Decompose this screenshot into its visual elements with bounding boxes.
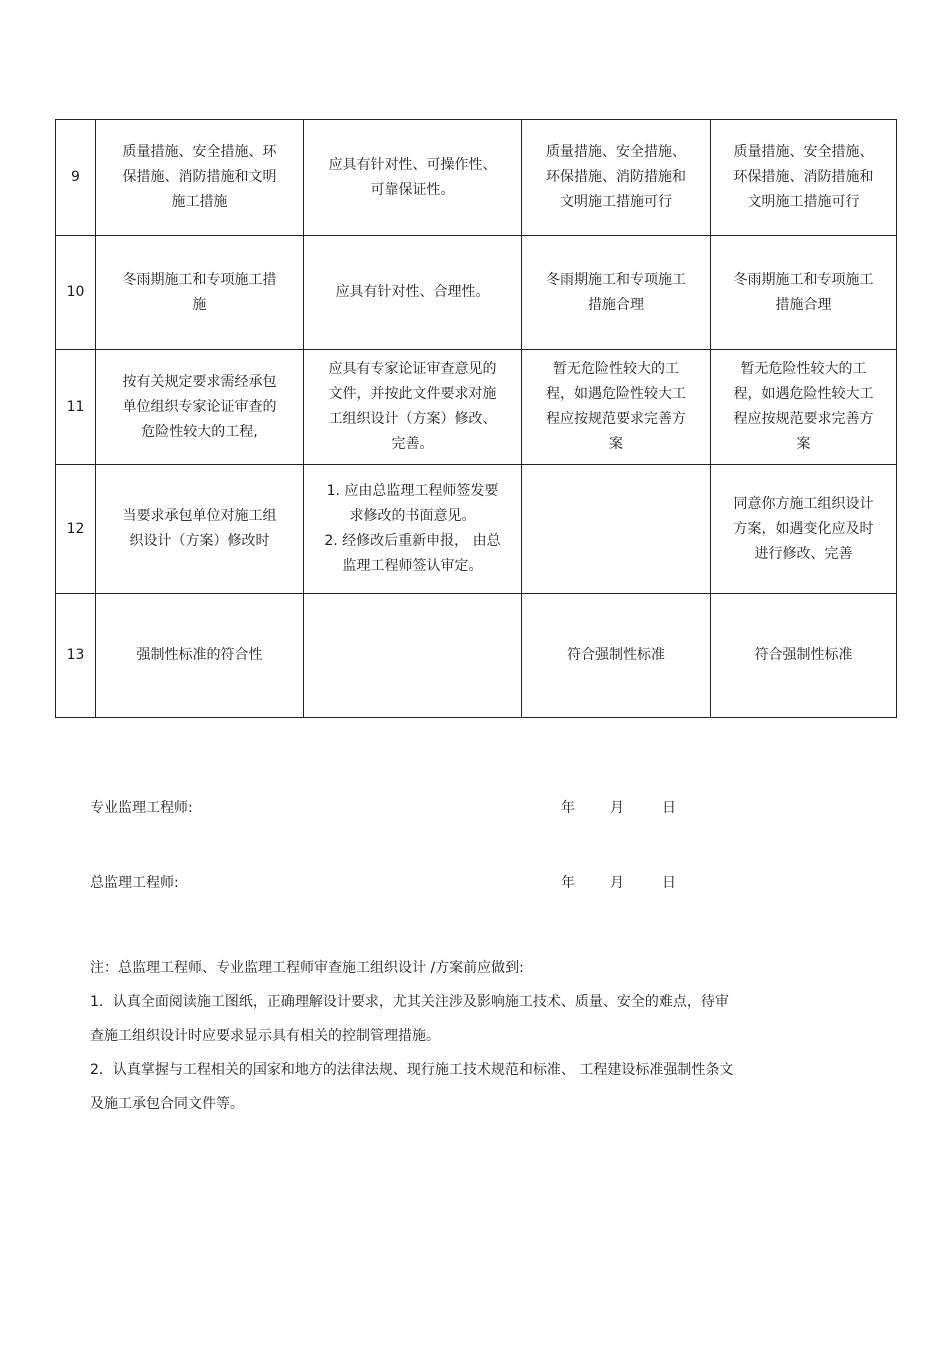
table-row bbox=[56, 594, 897, 718]
date-year: 年 bbox=[561, 800, 575, 816]
review-requirement bbox=[304, 594, 522, 718]
review-item: 当要求承包单位对施工组 织设计（方案）修改时 bbox=[96, 465, 304, 594]
notes-item-1: 1．认真全面阅读施工图纸，正确理解设计要求，尤其关注涉及影响施工技术、质量、安全的难点，待审 bbox=[90, 994, 729, 1010]
review-table bbox=[55, 119, 897, 718]
review-opinion: 冬雨期施工和专项施工 措施合理 bbox=[522, 236, 711, 350]
row-number: 13 bbox=[56, 594, 96, 718]
table-row bbox=[56, 465, 897, 594]
notes-item-2-cont: 及施工承包合同文件等。 bbox=[90, 1096, 244, 1112]
specialist-engineer-label: 专业监理工程师: bbox=[90, 800, 193, 816]
review-opinion: 冬雨期施工和专项施工 措施合理 bbox=[711, 236, 897, 350]
review-opinion: 同意你方施工组织设计 方案，如遇变化应及时 进行修改、完善 bbox=[711, 465, 897, 594]
row-number: 10 bbox=[56, 236, 96, 350]
date-month: 月 bbox=[610, 800, 624, 816]
row-number: 11 bbox=[56, 350, 96, 465]
notes-item-1-cont: 查施工组织设计时应要求显示具有相关的控制管理措施。 bbox=[90, 1028, 440, 1044]
review-opinion: 质量措施、安全措施、 环保措施、消防措施和 文明施工措施可行 bbox=[522, 120, 711, 236]
requirement-item: 1. 应由总监理工程师签发要 求修改的书面意见。 bbox=[326, 483, 499, 524]
review-item: 冬雨期施工和专项施工措 施 bbox=[96, 236, 304, 350]
notes-item-2: 2．认真掌握与工程相关的国家和地方的法律法规、现行施工技术规范和标准、 工程建设标准强制性条文 bbox=[90, 1062, 734, 1078]
table-row bbox=[56, 120, 897, 236]
review-item: 质量措施、安全措施、环 保措施、消防措施和文明 施工措施 bbox=[96, 120, 304, 236]
date-year: 年 bbox=[561, 875, 575, 891]
notes-section bbox=[90, 951, 870, 1121]
review-requirement: 应具有针对性、可操作性、 可靠保证性。 bbox=[304, 120, 522, 236]
row-number: 12 bbox=[56, 465, 96, 594]
review-requirement: 应具有针对性、合理性。 bbox=[304, 236, 522, 350]
table-row bbox=[56, 236, 897, 350]
review-opinion: 暂无危险性较大的工 程，如遇危险性较大工 程应按规范要求完善方 案 bbox=[522, 350, 711, 465]
review-opinion bbox=[522, 465, 711, 594]
date-day: 日 bbox=[662, 875, 676, 891]
review-opinion: 符合强制性标准 bbox=[711, 594, 897, 718]
table-row bbox=[56, 350, 897, 465]
review-opinion: 符合强制性标准 bbox=[522, 594, 711, 718]
review-requirement: 应具有专家论证审查意见的 文件，并按此文件要求对施 工组织设计（方案）修改、 完善。 bbox=[304, 350, 522, 465]
review-item: 强制性标准的符合性 bbox=[96, 594, 304, 718]
review-opinion: 质量措施、安全措施、 环保措施、消防措施和 文明施工措施可行 bbox=[711, 120, 897, 236]
review-item: 按有关规定要求需经承包 单位组织专家论证审查的 危险性较大的工程, bbox=[96, 350, 304, 465]
review-requirement bbox=[304, 465, 522, 594]
row-number: 9 bbox=[56, 120, 96, 236]
date-day: 日 bbox=[662, 800, 676, 816]
notes-intro: 注：总监理工程师、专业监理工程师审查施工组织设计 /方案前应做到: bbox=[90, 960, 524, 976]
requirement-item: 2. 经修改后重新申报， 由总 监理工程师签认审定。 bbox=[324, 533, 501, 574]
review-opinion: 暂无危险性较大的工 程，如遇危险性较大工 程应按规范要求完善方 案 bbox=[711, 350, 897, 465]
chief-engineer-label: 总监理工程师: bbox=[90, 875, 179, 891]
date-month: 月 bbox=[610, 875, 624, 891]
